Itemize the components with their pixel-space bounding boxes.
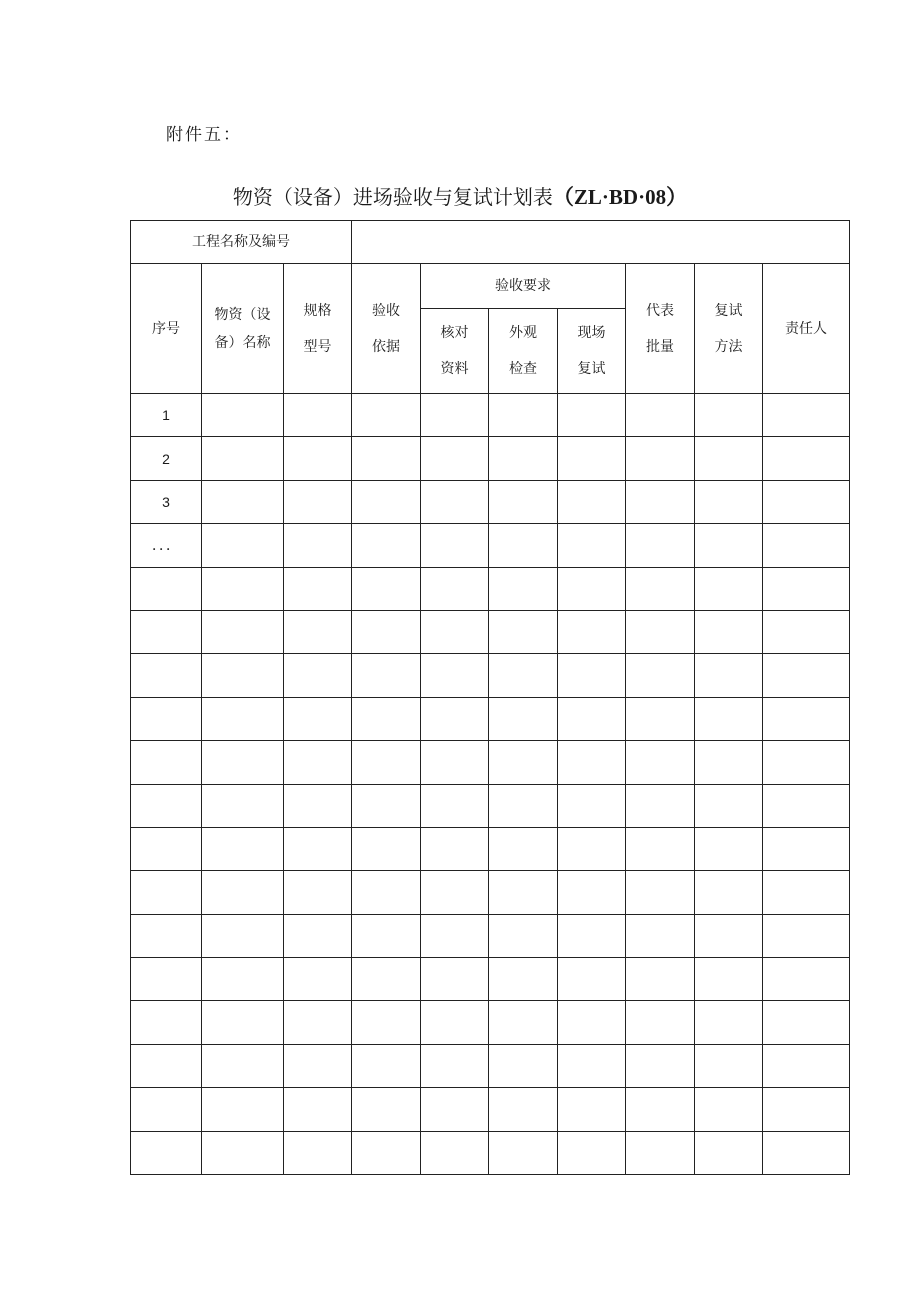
table-cell[interactable]	[763, 394, 850, 437]
table-cell[interactable]	[489, 697, 558, 740]
table-cell[interactable]	[695, 1044, 763, 1087]
table-cell[interactable]	[202, 610, 284, 653]
table-cell[interactable]	[202, 827, 284, 870]
table-cell[interactable]	[695, 394, 763, 437]
table-cell[interactable]	[421, 654, 489, 697]
table-cell[interactable]	[558, 871, 626, 914]
table-cell[interactable]	[763, 827, 850, 870]
row-number	[131, 827, 202, 870]
table-cell[interactable]	[202, 784, 284, 827]
table-cell[interactable]	[763, 784, 850, 827]
table-row	[131, 1001, 850, 1044]
table-cell[interactable]	[284, 1131, 352, 1174]
table-cell[interactable]	[626, 871, 695, 914]
table-cell[interactable]	[763, 958, 850, 1001]
table-cell[interactable]	[763, 1001, 850, 1044]
table-cell[interactable]	[626, 1131, 695, 1174]
table-cell[interactable]	[626, 697, 695, 740]
table-cell[interactable]	[558, 1131, 626, 1174]
table-cell[interactable]	[352, 1044, 421, 1087]
table-cell[interactable]	[626, 654, 695, 697]
table-cell[interactable]	[489, 1131, 558, 1174]
table-cell[interactable]	[695, 1131, 763, 1174]
row-number: 2	[131, 437, 202, 480]
table-cell[interactable]	[421, 1088, 489, 1131]
table-cell[interactable]	[421, 480, 489, 523]
title-code: （ZL·BD·08）	[552, 185, 688, 209]
attachment-label: 附件五：	[166, 125, 242, 145]
table-cell[interactable]	[626, 437, 695, 480]
table-cell[interactable]	[202, 567, 284, 610]
header-responsible-person: 责任人	[763, 264, 850, 394]
table-cell[interactable]	[421, 1001, 489, 1044]
table-cell[interactable]	[695, 914, 763, 957]
row-number	[131, 741, 202, 784]
table-row	[131, 610, 850, 653]
table-cell[interactable]	[489, 480, 558, 523]
table-row	[131, 1044, 850, 1087]
table-cell[interactable]	[489, 784, 558, 827]
title-main: 物资（设备）进场验收与复试计划表	[232, 185, 553, 209]
table-cell[interactable]	[626, 827, 695, 870]
table-cell[interactable]	[202, 958, 284, 1001]
header-method-line2: 方法	[714, 338, 743, 355]
table-cell[interactable]	[284, 654, 352, 697]
table-cell[interactable]	[489, 871, 558, 914]
row-number	[131, 958, 202, 1001]
table-cell[interactable]	[202, 654, 284, 697]
table-cell[interactable]	[202, 524, 284, 567]
table-cell[interactable]	[695, 437, 763, 480]
table-cell[interactable]	[763, 741, 850, 784]
header-row-1	[131, 264, 850, 309]
header-acceptance-requirements: 验收要求	[421, 264, 626, 309]
table-cell[interactable]	[695, 697, 763, 740]
table-cell[interactable]	[558, 567, 626, 610]
table-cell[interactable]	[558, 437, 626, 480]
table-cell[interactable]	[626, 567, 695, 610]
table-cell[interactable]	[284, 1044, 352, 1087]
table-cell[interactable]	[284, 524, 352, 567]
table-cell[interactable]	[421, 784, 489, 827]
table-cell[interactable]	[352, 1001, 421, 1044]
table-cell[interactable]	[202, 741, 284, 784]
row-number: ．．．	[131, 524, 202, 567]
row-number	[131, 1001, 202, 1044]
table-cell[interactable]	[352, 871, 421, 914]
header-material-name	[202, 264, 284, 394]
table-cell[interactable]	[284, 958, 352, 1001]
table-cell[interactable]	[626, 1001, 695, 1044]
row-number: 3	[131, 480, 202, 523]
table-cell[interactable]	[421, 827, 489, 870]
table-cell[interactable]	[421, 697, 489, 740]
table-cell[interactable]	[421, 437, 489, 480]
table-row	[131, 394, 850, 437]
table-cell[interactable]	[284, 784, 352, 827]
header-basis-line1: 验收	[372, 302, 400, 319]
table-cell[interactable]	[202, 394, 284, 437]
table-cell[interactable]	[284, 741, 352, 784]
table-cell[interactable]	[626, 784, 695, 827]
table-cell[interactable]	[695, 1088, 763, 1131]
table-cell[interactable]	[695, 784, 763, 827]
table-cell[interactable]	[763, 1044, 850, 1087]
row-number	[131, 610, 202, 653]
table-cell[interactable]	[489, 827, 558, 870]
header-check-docs-line1: 核对	[440, 325, 469, 341]
table-cell[interactable]	[284, 914, 352, 957]
table-cell[interactable]	[352, 914, 421, 957]
table-cell[interactable]	[695, 1001, 763, 1044]
table-cell[interactable]	[558, 1044, 626, 1087]
table-cell[interactable]	[558, 1001, 626, 1044]
table-cell[interactable]	[284, 610, 352, 653]
header-onsite-retest	[558, 309, 626, 394]
header-basis-line2: 依据	[372, 338, 400, 355]
table-body	[131, 394, 850, 1175]
table-row	[131, 914, 850, 957]
table-row	[131, 784, 850, 827]
row-number	[131, 784, 202, 827]
table-row	[131, 654, 850, 697]
table-cell[interactable]	[284, 394, 352, 437]
table-cell[interactable]	[695, 827, 763, 870]
table-cell[interactable]	[558, 741, 626, 784]
table-cell[interactable]	[202, 1088, 284, 1131]
table-cell[interactable]	[626, 524, 695, 567]
project-value[interactable]	[352, 221, 850, 264]
table-cell[interactable]	[558, 958, 626, 1001]
table-cell[interactable]	[421, 914, 489, 957]
table-cell[interactable]	[202, 697, 284, 740]
table-cell[interactable]	[489, 654, 558, 697]
table-cell[interactable]	[421, 1131, 489, 1174]
header-batch-line2: 批量	[646, 338, 674, 355]
table-cell[interactable]	[202, 1131, 284, 1174]
table-cell[interactable]	[763, 654, 850, 697]
page-title	[0, 181, 920, 211]
table-cell[interactable]	[352, 741, 421, 784]
header-spec-line2: 型号	[303, 338, 332, 355]
table-cell[interactable]	[352, 784, 421, 827]
table-cell[interactable]	[558, 784, 626, 827]
table-cell[interactable]	[558, 1088, 626, 1131]
row-number	[131, 697, 202, 740]
header-check-documents	[421, 309, 489, 394]
header-batch-line1: 代表	[646, 302, 674, 319]
table-row	[131, 567, 850, 610]
table-cell[interactable]	[695, 741, 763, 784]
table-cell[interactable]	[421, 958, 489, 1001]
table-cell[interactable]	[763, 1131, 850, 1174]
table-cell[interactable]	[352, 437, 421, 480]
table-cell[interactable]	[489, 394, 558, 437]
table-cell[interactable]	[284, 437, 352, 480]
table-cell[interactable]	[763, 914, 850, 957]
table-cell[interactable]	[626, 1088, 695, 1131]
table-cell[interactable]	[558, 914, 626, 957]
table-cell[interactable]	[352, 654, 421, 697]
table-cell[interactable]	[558, 654, 626, 697]
table-cell[interactable]	[489, 610, 558, 653]
header-visual-line1: 外观	[509, 325, 537, 341]
table-cell[interactable]	[421, 610, 489, 653]
table-row	[131, 437, 850, 480]
table-cell[interactable]	[202, 1044, 284, 1087]
header-spec-model	[284, 264, 352, 394]
table-row	[131, 741, 850, 784]
table-cell[interactable]	[763, 1088, 850, 1131]
table-cell[interactable]	[763, 610, 850, 653]
table-cell[interactable]	[558, 697, 626, 740]
table-row	[131, 1131, 850, 1174]
table-row	[131, 524, 850, 567]
table-cell[interactable]	[558, 610, 626, 653]
header-material-name-line2: 备）名称	[214, 334, 271, 351]
table-cell[interactable]	[489, 437, 558, 480]
table-cell[interactable]	[558, 480, 626, 523]
table-cell[interactable]	[489, 1088, 558, 1131]
acceptance-plan-table	[130, 220, 850, 1175]
header-visual-line2: 检查	[509, 361, 537, 377]
table-cell[interactable]	[284, 1001, 352, 1044]
row-number: 1	[131, 394, 202, 437]
table-cell[interactable]	[352, 1088, 421, 1131]
table-cell[interactable]	[489, 1044, 558, 1087]
row-number	[131, 1044, 202, 1087]
row-number	[131, 1088, 202, 1131]
header-seq: 序号	[131, 264, 202, 394]
table-cell[interactable]	[695, 958, 763, 1001]
project-label: 工程名称及编号	[131, 221, 352, 264]
table-cell[interactable]	[626, 741, 695, 784]
row-number	[131, 871, 202, 914]
header-material-name-line1: 物资（设	[214, 306, 271, 323]
table-cell[interactable]	[626, 480, 695, 523]
table-cell[interactable]	[202, 914, 284, 957]
table-row	[131, 827, 850, 870]
table-row	[131, 1088, 850, 1131]
row-number	[131, 1131, 202, 1174]
table-cell[interactable]	[695, 524, 763, 567]
table-cell[interactable]	[352, 958, 421, 1001]
table-cell[interactable]	[352, 610, 421, 653]
table-cell[interactable]	[421, 394, 489, 437]
table-cell[interactable]	[421, 567, 489, 610]
table-cell[interactable]	[695, 567, 763, 610]
table-cell[interactable]	[489, 567, 558, 610]
project-row	[131, 221, 850, 264]
table-cell[interactable]	[421, 1044, 489, 1087]
table-cell[interactable]	[352, 697, 421, 740]
table-cell[interactable]	[489, 524, 558, 567]
table-cell[interactable]	[626, 394, 695, 437]
table-cell[interactable]	[489, 914, 558, 957]
table-cell[interactable]	[284, 697, 352, 740]
row-number	[131, 567, 202, 610]
table-cell[interactable]	[558, 827, 626, 870]
table-cell[interactable]	[421, 524, 489, 567]
table-cell[interactable]	[763, 697, 850, 740]
table-cell[interactable]	[352, 1131, 421, 1174]
table-cell[interactable]	[284, 567, 352, 610]
table-cell[interactable]	[695, 610, 763, 653]
table-cell[interactable]	[763, 524, 850, 567]
header-visual-inspection	[489, 309, 558, 394]
table-cell[interactable]	[558, 524, 626, 567]
table-row	[131, 871, 850, 914]
table-cell[interactable]	[695, 871, 763, 914]
table-cell[interactable]	[202, 871, 284, 914]
table-cell[interactable]	[626, 610, 695, 653]
table-row	[131, 958, 850, 1001]
header-onsite-line1: 现场	[577, 325, 606, 341]
header-method-line1: 复试	[714, 302, 743, 319]
table-cell[interactable]	[763, 480, 850, 523]
table-cell[interactable]	[489, 958, 558, 1001]
table-cell[interactable]	[284, 1088, 352, 1131]
table-cell[interactable]	[352, 394, 421, 437]
table-cell[interactable]	[558, 394, 626, 437]
table-row	[131, 697, 850, 740]
table-cell[interactable]	[352, 524, 421, 567]
header-onsite-line2: 复试	[577, 361, 606, 377]
header-spec-line1: 规格	[303, 302, 332, 319]
table-cell[interactable]	[284, 480, 352, 523]
table-cell[interactable]	[421, 871, 489, 914]
table-cell[interactable]	[352, 567, 421, 610]
row-number	[131, 654, 202, 697]
header-retest-method	[695, 264, 763, 394]
table-row	[131, 480, 850, 523]
row-number	[131, 914, 202, 957]
header-acceptance-basis	[352, 264, 421, 394]
table-cell[interactable]	[284, 827, 352, 870]
table-cell[interactable]	[695, 480, 763, 523]
table-cell[interactable]	[763, 437, 850, 480]
table-cell[interactable]	[489, 741, 558, 784]
table-cell[interactable]	[763, 567, 850, 610]
table-cell[interactable]	[352, 827, 421, 870]
header-check-docs-line2: 资料	[440, 361, 469, 377]
table-cell[interactable]	[284, 871, 352, 914]
table-cell[interactable]	[626, 1044, 695, 1087]
table-cell[interactable]	[626, 958, 695, 1001]
header-representative-batch	[626, 264, 695, 394]
table-cell[interactable]	[626, 914, 695, 957]
table-cell[interactable]	[352, 480, 421, 523]
table-cell[interactable]	[202, 480, 284, 523]
table-cell[interactable]	[202, 437, 284, 480]
table-cell[interactable]	[202, 1001, 284, 1044]
table-cell[interactable]	[695, 654, 763, 697]
table-cell[interactable]	[763, 871, 850, 914]
table-cell[interactable]	[489, 1001, 558, 1044]
table-cell[interactable]	[421, 741, 489, 784]
